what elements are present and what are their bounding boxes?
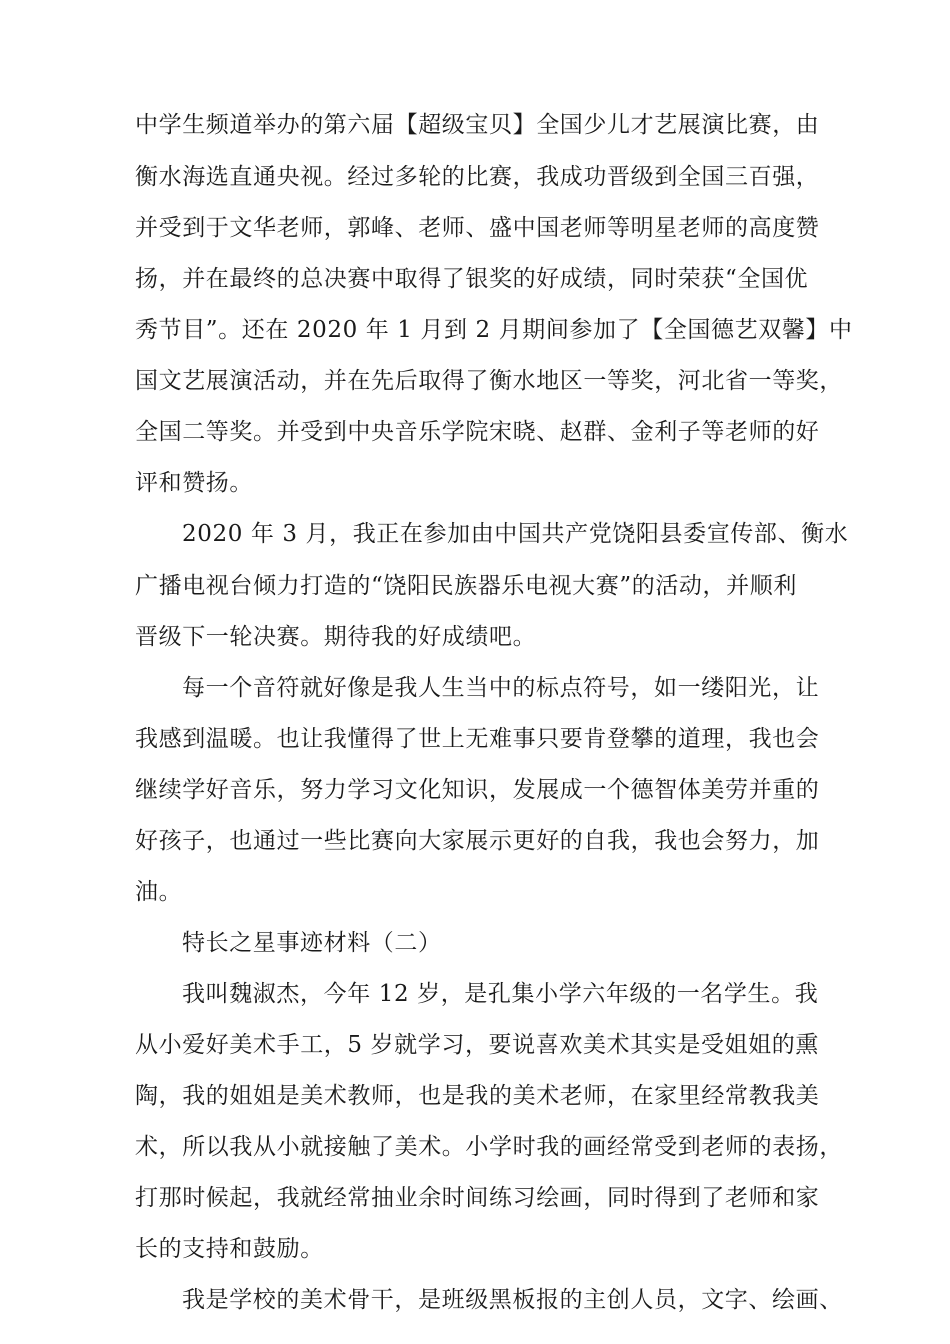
section-heading: 特长之星事迹材料（二） — [182, 930, 442, 956]
text-line: 广播电视台倾力打造的“饶阳民族器乐电视大赛”的活动，并顺利 — [135, 573, 797, 599]
text-line: 继续学好音乐，努力学习文化知识，发展成一个德智体美劳并重的 — [135, 777, 820, 803]
text-line: 中学生频道举办的第六届【超级宝贝】全国少儿才艺展演比赛，由 — [135, 112, 820, 138]
paragraph-start-line: 2020 年 3 月，我正在参加由中国共产党饶阳县委宣传部、衡水 — [182, 521, 849, 547]
text-line: 全国二等奖。并受到中央音乐学院宋晓、赵群、金利子等老师的好 — [135, 419, 820, 445]
text-line: 从小爱好美术手工，5 岁就学习，要说喜欢美术其实是受姐姐的熏 — [135, 1032, 819, 1058]
paragraph-start-line: 我是学校的美术骨干，是班级黑板报的主创人员，文字、绘画、 — [182, 1287, 843, 1313]
text-line: 晋级下一轮决赛。期待我的好成绩吧。 — [135, 624, 537, 650]
text-line: 秀节目”。还在 2020 年 1 月到 2 月期间参加了【全国德艺双馨】中 — [135, 317, 853, 343]
text-line: 扬，并在最终的总决赛中取得了银奖的好成绩，同时荣获“全国优 — [135, 266, 809, 292]
text-line: 油。 — [135, 879, 183, 905]
text-line: 长的支持和鼓励。 — [135, 1236, 324, 1262]
text-line: 陶，我的姐姐是美术教师，也是我的美术老师，在家里经常教我美 — [135, 1083, 820, 1109]
text-line: 评和赞扬。 — [135, 470, 253, 496]
text-line: 国文艺展演活动，并在先后取得了衡水地区一等奖，河北省一等奖， — [135, 368, 843, 394]
text-line: 我感到温暖。也让我懂得了世上无难事只要肯登攀的道理，我也会 — [135, 726, 820, 752]
text-line: 好孩子，也通过一些比赛向大家展示更好的自我，我也会努力，加 — [135, 828, 820, 854]
text-line: 并受到于文华老师，郭峰、老师、盛中国老师等明星老师的高度赞 — [135, 215, 820, 241]
text-line: 衡水海选直通央视。经过多轮的比赛，我成功晋级到全国三百强， — [135, 164, 820, 190]
text-line: 术，所以我从小就接触了美术。小学时我的画经常受到老师的表扬， — [135, 1134, 843, 1160]
paragraph-start-line: 每一个音符就好像是我人生当中的标点符号，如一缕阳光，让 — [182, 675, 820, 701]
text-line: 打那时候起，我就经常抽业余时间练习绘画，同时得到了老师和家 — [135, 1185, 820, 1211]
paragraph-start-line: 我叫魏淑杰，今年 12 岁，是孔集小学六年级的一名学生。我 — [182, 981, 819, 1007]
